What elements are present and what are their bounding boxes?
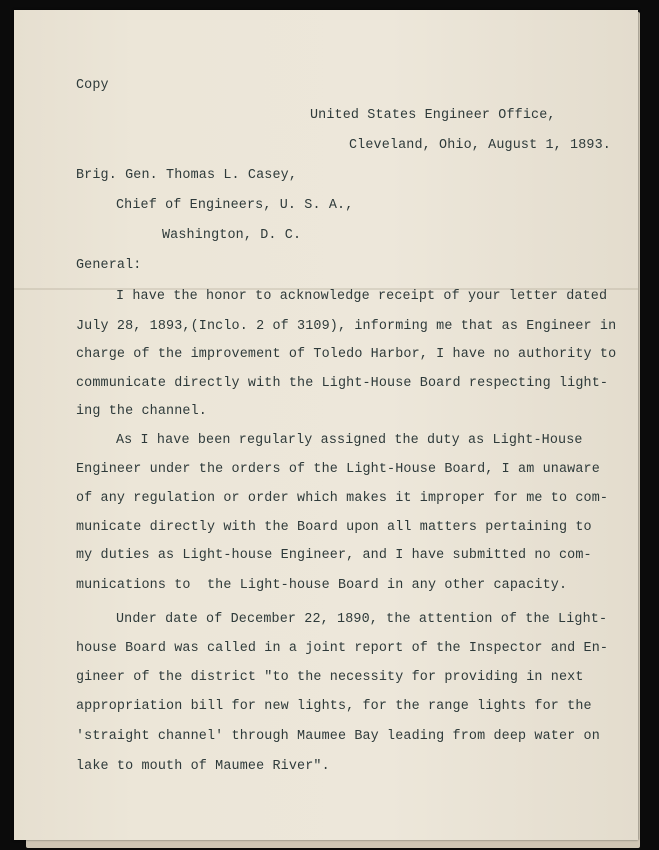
- body-line: gineer of the district "to the necessity for providing in next: [76, 670, 584, 685]
- addressee-name: Brig. Gen. Thomas L. Casey,: [76, 168, 298, 183]
- body-line: my duties as Light-house Engineer, and I have submitted no com-: [76, 548, 592, 563]
- body-line: house Board was called in a joint report of the Inspector and En-: [76, 641, 609, 656]
- body-line: appropriation bill for new lights, for the range lights for the: [76, 699, 592, 714]
- letterhead-office: United States Engineer Office,: [310, 108, 556, 123]
- body-line: lake to mouth of Maumee River".: [76, 759, 330, 774]
- body-line: of any regulation or order which makes it improper for me to com-: [76, 491, 609, 506]
- body-line: As I have been regularly assigned the duty as Light-House: [116, 433, 583, 448]
- copy-label: Copy: [76, 78, 109, 93]
- body-line: ing the channel.: [76, 404, 207, 419]
- salutation: General:: [76, 258, 142, 273]
- body-line: charge of the improvement of Toledo Harbor, I have no authority to: [76, 347, 617, 362]
- addressee-title: Chief of Engineers, U. S. A.,: [116, 198, 354, 213]
- body-line: 'straight channel' through Maumee Bay leading from deep water on: [76, 729, 600, 744]
- body-line: Engineer under the orders of the Light-House Board, I am unaware: [76, 462, 600, 477]
- body-line: I have the honor to acknowledge receipt of your letter dated: [116, 289, 608, 304]
- body-line: municate directly with the Board upon all matters pertaining to: [76, 520, 592, 535]
- body-line: munications to the Light-house Board in any other capacity.: [76, 578, 568, 593]
- body-line: Under date of December 22, 1890, the attention of the Light-: [116, 612, 608, 627]
- addressee-city: Washington, D. C.: [162, 228, 302, 243]
- body-line: communicate directly with the Light-House Board respecting light-: [76, 376, 609, 391]
- letterhead-place-date: Cleveland, Ohio, August 1, 1893.: [349, 138, 611, 153]
- letter-page: [14, 10, 638, 840]
- body-line: July 28, 1893,(Inclo. 2 of 3109), informing me that as Engineer in: [76, 319, 617, 334]
